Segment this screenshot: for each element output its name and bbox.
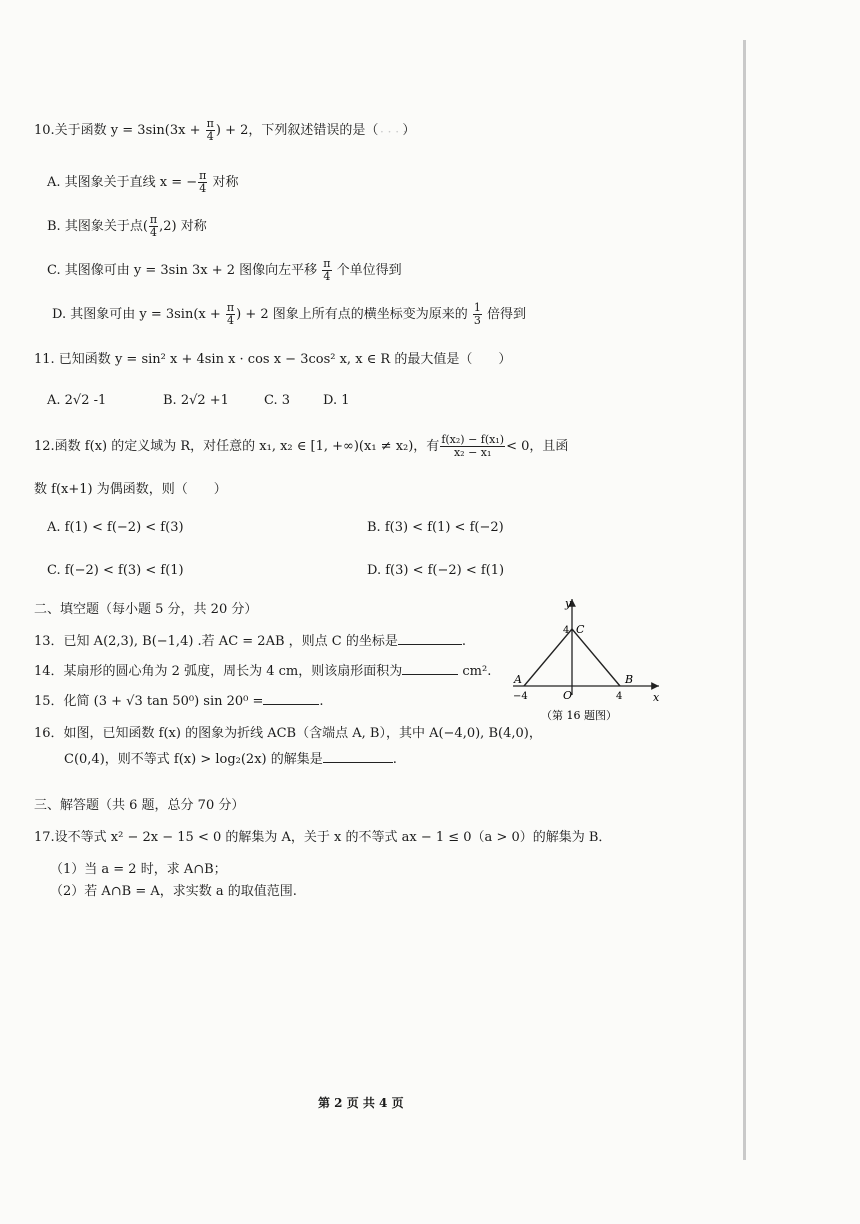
q12-option-c: C. f(−2) < f(3) < f(1) — [47, 563, 184, 578]
page-footer: 第 2 页 共 4 页 — [318, 1096, 404, 1110]
x-tick-neg4: −4 — [513, 691, 528, 702]
q10-stem: 10.关于函数 y = 3sin(3x + $\frac{\pi}{4}$ ) + 2，下列叙述错误的是（ ） — [34, 117, 416, 143]
q13: 13．已知 A(2,3), B(−1,4) .若 AC = 2AB ，则点 C 的坐标是 . — [34, 634, 466, 649]
q12-option-b: B. f(3) < f(1) < f(−2) — [367, 520, 504, 535]
y-axis-label: y — [565, 597, 572, 610]
figure-16 — [505, 595, 665, 725]
q15-answer-blank — [263, 692, 319, 705]
q16-line1: 16．如图，已知函数 f(x) 的图象为折线 ACB（含端点 A, B），其中 A(−4,0), B(4,0)， — [34, 726, 542, 741]
q12-stem: 12.函数 f(x) 的定义域为 R，对任意的 x₁, x₂ ∈ [1, +∞)(x₁ ≠ x₂)，有 $\frac{\text{f(x₂) − f(x₁)}}{\text{x₂ − x₁}}$ < 0，且函 — [34, 433, 569, 459]
q10-option-a: A. 其图象关于直线 x = − $\frac{\pi}{4}$ 对称 — [47, 169, 239, 195]
q17-stem: 17.设不等式 x² − 2x − 15 < 0 的解集为 A，关于 x 的不等式 ax − 1 ≤ 0（a > 0）的解集为 B． — [34, 830, 612, 845]
q15: 15．化简 (3 + √3 tan 50⁰) sin 20⁰ = . — [34, 694, 324, 709]
x-axis-label: x — [653, 691, 660, 704]
q10-option-c: C. 其图像可由 y = 3sin 3x + 2 图像向左平移 $\frac{\pi}{4}$ 个单位得到 — [47, 257, 402, 283]
q12-option-d: D. f(3) < f(−2) < f(1) — [367, 563, 505, 578]
q12-option-a: A. f(1) < f(−2) < f(3) — [47, 520, 184, 535]
q13-answer-blank — [398, 632, 462, 645]
bleed-through-text: · · · · — [380, 125, 407, 139]
q11-option-b: B. 2√2 +1 — [163, 393, 229, 408]
point-b-label: B — [625, 673, 634, 686]
q14: 14．某扇形的圆心角为 2 弧度，周长为 4 cm，则该扇形面积为 cm². — [34, 664, 492, 679]
origin-label: O — [563, 689, 573, 702]
figure-16-caption: （第 16 题图） — [541, 709, 617, 722]
point-a-label: A — [514, 673, 522, 686]
x-tick-4: 4 — [616, 691, 623, 702]
section-heading-fill-in: 二、填空题（每小题 5 分，共 20 分） — [34, 602, 258, 617]
q16-answer-blank — [323, 750, 393, 763]
q10-option-d: D. 其图象可由 y = 3sin(x + $\frac{\pi}{4}$ ) + 2 图象上所有点的横坐标变为原来的 $\frac{1}{3}$ 倍得到 — [52, 301, 527, 327]
q17-part2: （2）若 A∩B = A，求实数 a 的取值范围. — [50, 884, 297, 899]
q11-option-c: C. 3 — [264, 393, 291, 408]
point-c-label: C — [576, 623, 585, 636]
y-tick-4: 4 — [563, 625, 570, 636]
q14-answer-blank — [402, 662, 458, 675]
q17-part1: （1）当 a = 2 时，求 A∩B； — [50, 862, 227, 877]
q12-stem-line2: 数 f(x+1) 为偶函数，则（ ） — [34, 482, 227, 497]
q11-option-d: D. 1 — [323, 393, 350, 408]
q11-option-a: A. 2√2 -1 — [47, 393, 107, 408]
q16-line2: C(0,4)，则不等式 f(x) > log₂(2x) 的解集是 . — [64, 752, 397, 767]
q11-stem: 11. 已知函数 y = sin² x + 4sin x · cos x − 3cos² x, x ∈ R 的最大值是（ ） — [34, 352, 512, 367]
q10-option-b: B. 其图象关于点( $\frac{\pi}{4}$ ,2) 对称 — [47, 213, 207, 239]
scan-fold-line — [743, 40, 746, 1160]
section-heading-solutions: 三、解答题（共 6 题，总分 70 分） — [34, 798, 245, 813]
